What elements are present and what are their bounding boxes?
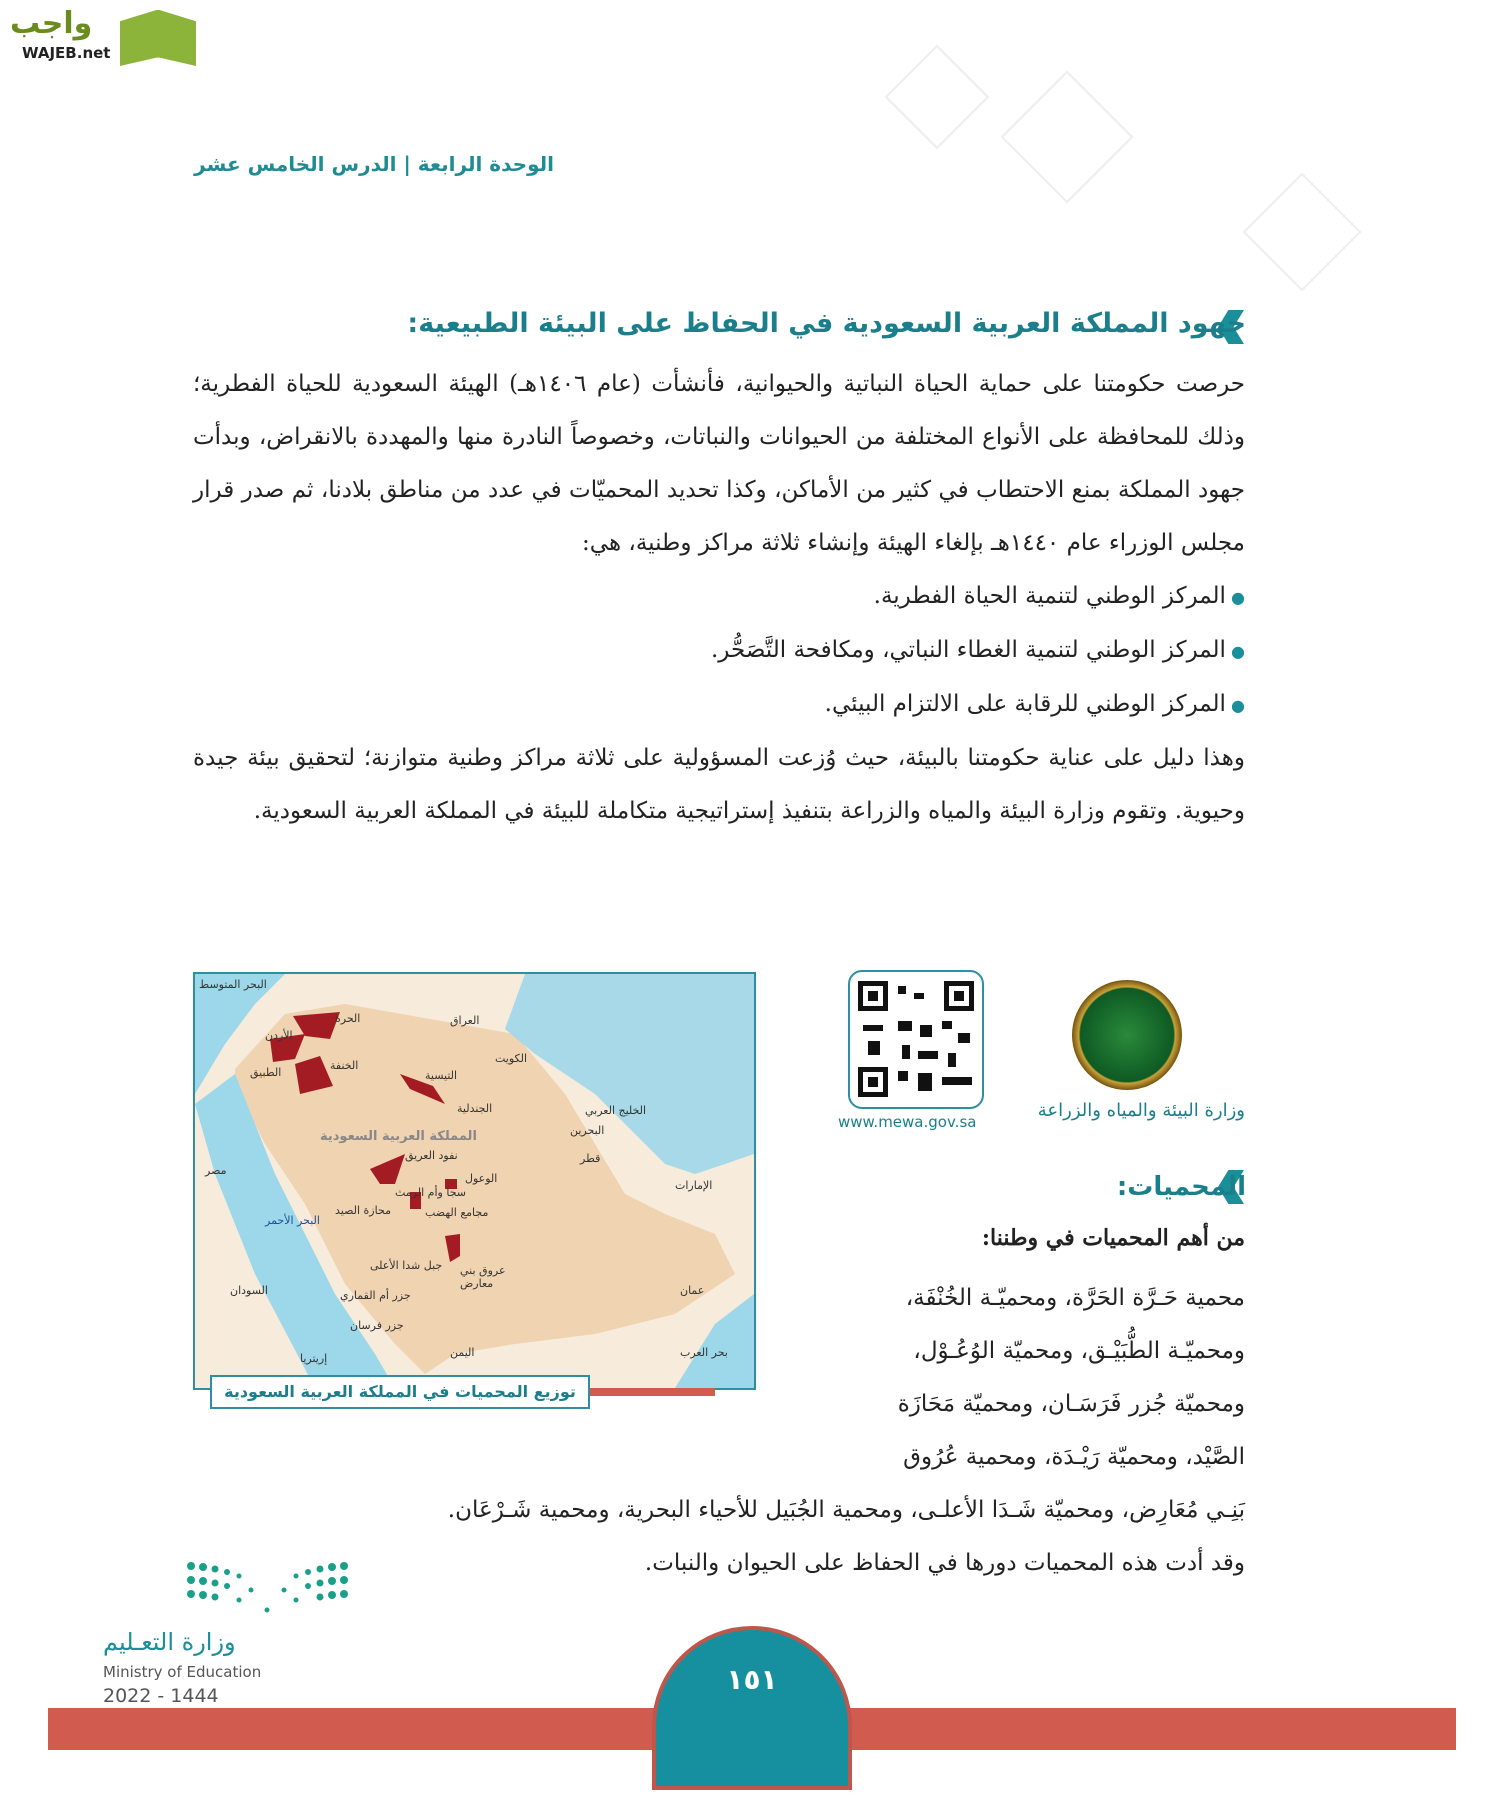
wajeb-logo [10, 4, 190, 66]
qr-icon [858, 981, 974, 1097]
paragraph: وهذا دليل على عناية حكومتنا بالبيئة، حيث وُزعت المسؤولية على ثلاثة مراكز وطنية متوازنة؛ لتحقيق بيئة جيدة وحيوية. وتقوم وزارة البيئة والمياه والزراعة بتنفيذ إستراتيجية متكاملة للبيئة في المملكة العربية السعودية. [193, 745, 1245, 824]
text-line: ومحميّة جُزر فَرَسَـان، ومحميّة مَحَازَة [897, 1391, 1245, 1417]
reserves-list [775, 1272, 1245, 1484]
edition-year: 2022 - 1444 [103, 1685, 219, 1707]
reserves-map [193, 972, 756, 1390]
section-title: جهود المملكة العربية السعودية في الحفاظ على البيئة الطبيعية: [407, 308, 1246, 339]
map-label: اليمن [450, 1346, 475, 1359]
map-label: قطر [580, 1152, 601, 1165]
map-label: الخليج العربي [585, 1104, 647, 1117]
text-line: محمية حَـرَّة الحَرَّة، ومحميّـة الخُنْفَة، [905, 1285, 1245, 1311]
mewa-url[interactable]: www.mewa.gov.sa [838, 1113, 977, 1131]
map-label: سجا وأم الرمث [395, 1186, 467, 1199]
logo-text: واجب [10, 6, 93, 41]
map-label: مجامع الهضب [425, 1206, 489, 1219]
map-label: السودان [230, 1284, 268, 1297]
map-label: عمان [680, 1284, 705, 1297]
text-line: وقد أدت هذه المحميات دورها في الحفاظ على الحيوان والنبات. [644, 1550, 1245, 1576]
mewa-name: وزارة البيئة والمياه والزراعة [1037, 1100, 1245, 1121]
bullet-item: ● المركز الوطني لتنمية الحياة الفطرية. [193, 570, 1245, 624]
map-label: الإمارات [675, 1179, 713, 1192]
map-label: بحر العرب [680, 1346, 728, 1359]
map-label: إريتريا [300, 1352, 328, 1365]
page-number: ١٥١ [652, 1626, 852, 1790]
text-line: ومحميّـة الطُّبَيْـق، ومحميّة الوُعُـوْل، [913, 1338, 1245, 1364]
map-label: نفود العريق [405, 1149, 458, 1162]
paragraph: حرصت حكومتنا على حماية الحياة النباتية والحيوانية، فأنشأت (عام ١٤٠٦هـ) الهيئة السعودية للحياة الفطرية؛ وذلك للمحافظة على الأنواع المختلفة من الحيوانات والنباتات، وخصوصاً النادرة منها والمهددة بالانقراض، وبدأت جهود المملكة بمنع الاحتطاب في كثير من الأماكن، وكذا تحديد المحميّات في عدد من مناطق بلادنا، ثم صدر قرار مجلس الوزراء عام ١٤٤٠هـ بإلغاء الهيئة وإنشاء ثلاثة مراكز وطنية، هي: [193, 371, 1246, 556]
decor [1001, 71, 1134, 204]
section-title: المحميات: [1116, 1172, 1246, 1202]
reserves-text [193, 1484, 1245, 1590]
map-label: البحر الأحمر [265, 1214, 320, 1227]
logo-text-en: WAJEB.net [22, 44, 111, 62]
map-label: البحر المتوسط [199, 978, 267, 991]
text-line: الصَّيْد، ومحميّة رَيْـدَة، ومحمية عُرُوق [903, 1444, 1245, 1470]
map-label: الوعول [465, 1172, 498, 1185]
mewa-emblem-icon [1072, 980, 1182, 1090]
map-label: جزر فرسان [350, 1319, 404, 1332]
decor [1243, 173, 1362, 292]
map-label: الكويت [495, 1052, 528, 1065]
section-subtitle: من أهم المحميات في وطننا: [981, 1225, 1245, 1251]
book-icon [120, 10, 196, 66]
map-label: مصر [205, 1164, 227, 1177]
map-label: جزر أم القماري [340, 1289, 411, 1302]
moe-logo-icon [185, 1560, 350, 1615]
map-label: الطبيق [250, 1066, 282, 1079]
map-label: الجندلية [457, 1102, 493, 1115]
map-caption: توزيع المحميات في المملكة العربية السعودية [210, 1375, 590, 1409]
map-label: محازة الصيد [335, 1204, 391, 1217]
map-label: العراق [450, 1014, 480, 1027]
bullet-item: ● المركز الوطني للرقابة على الالتزام البيئي. [193, 678, 1245, 732]
bullet-item: ● المركز الوطني لتنمية الغطاء النباتي، ومكافحة التَّصَحُّر. [193, 624, 1245, 678]
map-label: الأردن [265, 1029, 293, 1042]
map-label: التيسية [425, 1069, 458, 1082]
breadcrumb: الوحدة الرابعة | الدرس الخامس عشر [194, 152, 554, 176]
text-line: بَنِـي مُعَارِض، ومحميّة شَـدَا الأعلـى، ومحمية الجُبَيل للأحياء البحرية، ومحمية شَـرْعَان. [447, 1497, 1245, 1523]
map-label: جبل شدا الأعلى [370, 1259, 443, 1272]
map-label: الخنفة [330, 1059, 359, 1072]
map-label: الحرة [335, 1012, 361, 1025]
moe-name-ar: وزارة التعـليم [103, 1628, 236, 1656]
qr-code[interactable] [848, 970, 984, 1109]
moe-name-en: Ministry of Education [103, 1663, 262, 1681]
map-label: عروق بني معارض [460, 1264, 506, 1290]
divider [590, 1388, 715, 1396]
section-body [193, 358, 1245, 838]
decor [885, 45, 990, 150]
map-label: المملكة العربية السعودية [320, 1129, 477, 1144]
map-label: البحرين [570, 1124, 605, 1137]
